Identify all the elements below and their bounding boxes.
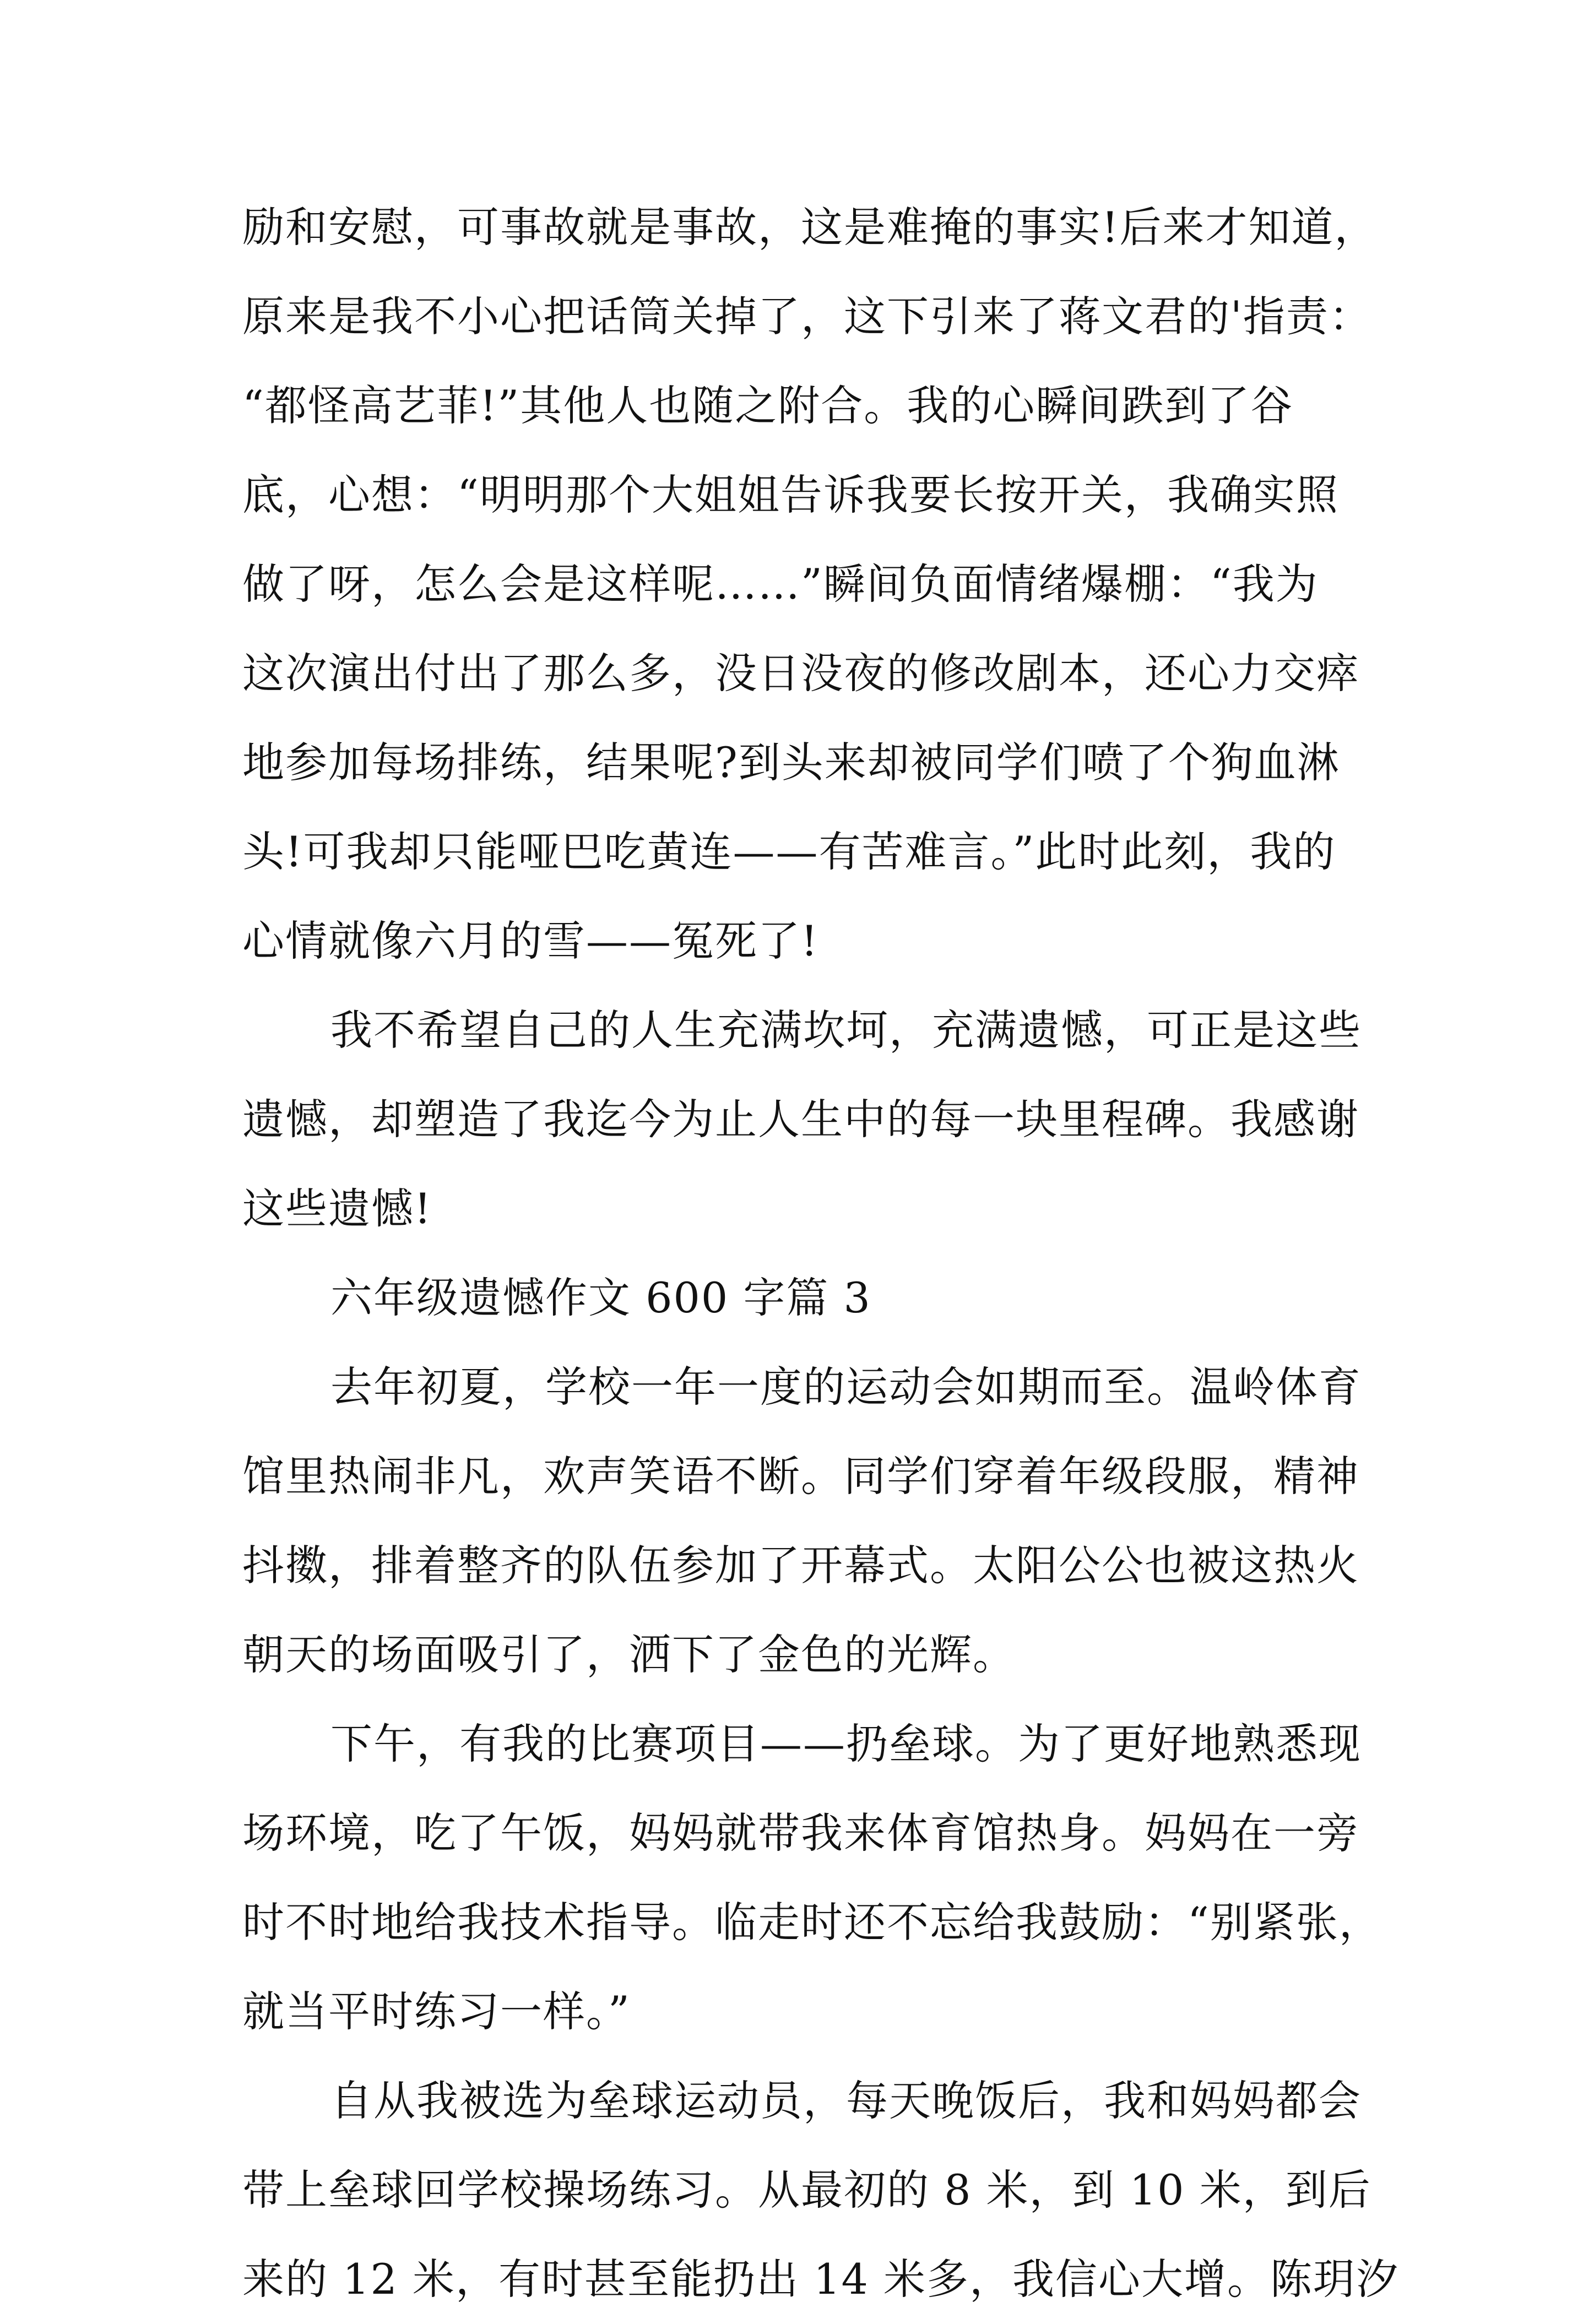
paragraph-start-line: 我不希望自己的人生充满坎坷，充满遗憾，可正是这些 [330,1006,1362,1055]
text-line: 就当平时练习一样。” [242,1987,631,2036]
paragraph-start-line: 自从我被选为垒球运动员，每天晚饭后，我和妈妈都会 [330,2076,1362,2125]
text-line: “都怪高艺菲!”其他人也随之附合。我的心瞬间跌到了谷 [242,381,1294,430]
text-line: 时不时地给我技术指导。临走时还不忘给我鼓励：“别紧张， [242,1898,1382,1947]
text-line: 抖擞，排着整齐的队伍参加了开幕式。太阳公公也被这热火 [242,1541,1359,1590]
text-line: 做了呀，怎么会是这样呢……”瞬间负面情绪爆棚：“我为 [242,560,1319,609]
body-text [242,183,1410,2324]
text-line: 场环境，吃了午饭，妈妈就带我来体育馆热身。妈妈在一旁 [242,1809,1359,1858]
paragraph-start-line: 下午，有我的比赛项目——扔垒球。为了更好地熟悉现 [330,1719,1362,1768]
text-line: 带上垒球回学校操场练习。从最初的 8 米，到 10 米，到后 [242,2165,1371,2214]
text-line: 原来是我不小心把话筒关掉了，这下引来了蒋文君的'指责： [242,292,1372,341]
text-line: 遗憾，却塑造了我迄今为止人生中的每一块里程碑。我感谢 [242,1095,1359,1144]
paragraph-start-line: 去年初夏，学校一年一度的运动会如期而至。温岭体育 [330,1362,1362,1411]
text-line: 这次演出付出了那么多，没日没夜的修改剧本，还心力交瘁 [242,649,1359,698]
text-line: 头!可我却只能哑巴吃黄连——有苦难言。”此时此刻，我的 [242,827,1336,876]
text-line: 地参加每场排练，结果呢?到头来却被同学们喷了个狗血淋 [242,738,1340,787]
text-line: 心情就像六月的雪——冤死了! [242,916,819,965]
text-line: 底，心想：“明明那个大姐姐告诉我要长按开关，我确实照 [242,470,1339,519]
text-line: 这些遗憾! [242,1184,432,1233]
text-line: 励和安慰，可事故就是事故，这是难掩的事实!后来才知道， [242,203,1378,252]
text-line: 朝天的场面吸引了，洒下了金色的光辉。 [242,1630,1016,1679]
text-line: 馆里热闹非凡，欢声笑语不断。同学们穿着年级段服，精神 [242,1452,1359,1501]
section-heading: 六年级遗憾作文 600 字篇 3 [330,1273,871,1322]
text-line: 来的 12 米，有时甚至能扔出 14 米多，我信心大增。陈玥汐 [242,2255,1400,2304]
